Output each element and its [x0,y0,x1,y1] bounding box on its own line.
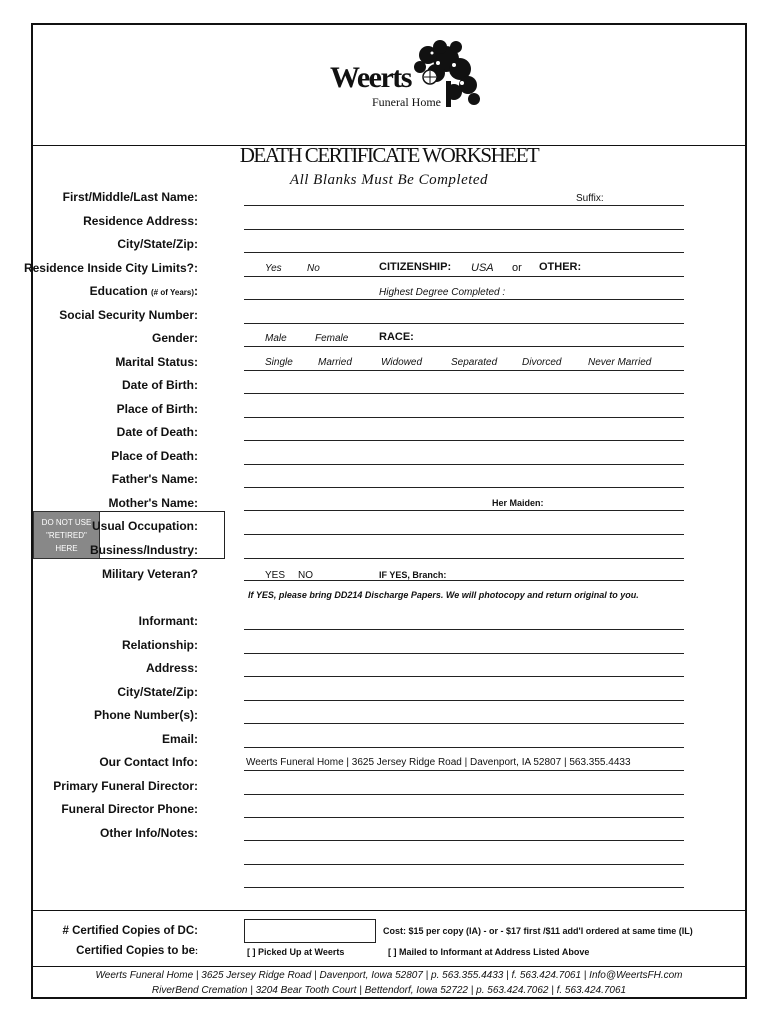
city-label: City/State/Zip: [117,237,198,251]
notes-field-2[interactable] [244,864,684,865]
dob-label: Date of Birth: [122,378,198,392]
education-label [90,284,198,298]
veteran-no[interactable]: NO [298,570,313,581]
occupation-field[interactable] [244,534,684,535]
suffix-label: Suffix: [576,193,604,204]
marital-label: Marital Status: [115,355,198,369]
gender-label: Gender: [151,331,198,345]
mother-field[interactable] [244,510,684,511]
contact-field [244,770,684,771]
informant-field[interactable] [244,629,684,630]
father-field[interactable] [244,487,684,488]
copies-label: # Certified Copies of DC: [62,925,198,937]
veteran-label: Military Veteran? [101,567,198,581]
residence-field[interactable] [244,229,684,230]
race-label: RACE: [379,331,414,343]
copies-to-be-text: Certified Copies to be [76,945,195,957]
email-label: Email: [161,732,198,746]
pod-field[interactable] [244,464,684,465]
do-not-use-line-3: HERE [55,544,78,553]
gender-female[interactable]: Female [315,333,349,344]
director-phone-label: Funeral Director Phone: [61,802,198,816]
mailed-option[interactable]: [ ] Mailed to Informant at Address Listed Above [388,947,590,957]
director-field[interactable] [244,794,684,795]
email-field[interactable] [244,747,684,748]
director-label: Primary Funeral Director: [53,779,198,793]
address-label: Address: [145,661,198,675]
copies-cost: Cost: $15 per copy (IA) - or - $17 first /$11 add'l ordered at same time (IL) [383,926,693,936]
citizenship-label: CITIZENSHIP: [379,261,452,273]
name-label: First/Middle/Last Name: [62,190,198,204]
dod-field[interactable] [244,440,684,441]
residence-label: Residence Address: [83,214,198,228]
citizenship-usa[interactable]: USA [471,262,494,274]
picked-up-option[interactable]: [ ] Picked Up at Weerts [247,947,345,957]
education-label-note: (# of Years) [151,288,194,297]
citizenship-field[interactable] [244,276,684,277]
informant-label: Informant: [138,614,198,628]
copies-divider [33,910,745,911]
do-not-use-line-2: "RETIRED" [46,531,87,540]
page-subtitle: All Blanks Must Be Completed [289,172,489,188]
marital-divorced[interactable]: Divorced [522,357,562,368]
city-limits-no[interactable]: No [307,263,320,274]
education-field[interactable] [244,299,684,300]
logo-text: Weerts [330,61,411,94]
informant-city-field[interactable] [244,700,684,701]
logo-subtext: Funeral Home [372,95,441,109]
marital-married[interactable]: Married [318,357,352,368]
citizenship-other-label: OTHER: [539,261,582,273]
director-phone-field[interactable] [244,817,684,818]
city-limits-yes[interactable]: Yes [265,263,282,274]
logo [328,37,488,115]
city-limits-label: Residence Inside City Limits?: [23,261,198,275]
city-field[interactable] [244,252,684,253]
education-label-colon: : [194,284,198,298]
relationship-label: Relationship: [121,638,198,652]
copies-to-be-label [76,945,198,957]
ssn-field[interactable] [244,323,684,324]
do-not-use-line-1: DO NOT USE [41,518,92,527]
copies-to-be-colon: : [195,946,198,956]
footer-line-2: RiverBend Cremation | 3204 Bear Tooth Court | Bettendorf, Iowa 52722 | p. 563.424.7062 | f. 563.424.7061 [151,985,627,996]
notes-field-3[interactable] [244,887,684,888]
dod-label: Date of Death: [116,425,198,439]
relationship-field[interactable] [244,653,684,654]
gender-male[interactable]: Male [265,333,287,344]
marital-single[interactable]: Single [265,357,293,368]
occupation-label: Usual Occupation: [91,519,198,533]
father-label: Father's Name: [111,472,198,486]
worksheet-frame [23,23,747,999]
contact-value: Weerts Funeral Home | 3625 Jersey Ridge Road | Davenport, IA 52807 | 563.355.4433 [246,757,631,768]
phone-field[interactable] [244,723,684,724]
contact-label: Our Contact Info: [99,755,198,769]
dob-field[interactable] [244,393,684,394]
title-divider [33,145,745,146]
branch-field[interactable] [244,580,684,581]
dd214-note: If YES, please bring DD214 Discharge Papers. We will photocopy and return original to you. [248,590,639,600]
business-label: Business/Industry: [89,543,198,557]
race-field[interactable] [244,346,684,347]
pod-label: Place of Death: [111,449,198,463]
highest-degree-label: Highest Degree Completed : [379,287,506,298]
notes-field-1[interactable] [244,840,684,841]
veteran-yes[interactable]: YES [265,570,286,581]
footer-divider [33,966,745,967]
marital-widowed[interactable]: Widowed [381,357,423,368]
branch-label: IF YES, Branch: [379,570,447,580]
citizenship-or: or [512,262,522,274]
education-label-text: Education [89,284,148,298]
address-field[interactable] [244,676,684,677]
her-maiden-label: Her Maiden: [492,498,544,508]
page-title: DEATH CERTIFICATE WORKSHEET [239,143,539,167]
ssn-label: Social Security Number: [59,308,198,322]
informant-city-label: City/State/Zip: [117,685,198,699]
pob-field[interactable] [244,417,684,418]
notes-label: Other Info/Notes: [100,826,198,840]
footer-line-1: Weerts Funeral Home | 3625 Jersey Ridge Road | Davenport, Iowa 52807 | p. 563.355.4433 | f. 563.424.7061 | Info@WeertsFH.com [95,970,683,981]
marital-separated[interactable]: Separated [451,357,498,368]
copies-input[interactable] [244,919,376,943]
mother-label: Mother's Name: [108,496,198,510]
name-field[interactable] [244,205,684,206]
phone-label: Phone Number(s): [93,708,198,722]
business-field[interactable] [244,558,684,559]
marital-never-married[interactable]: Never Married [588,357,652,368]
marital-field[interactable] [244,370,684,371]
pob-label: Place of Birth: [116,402,198,416]
